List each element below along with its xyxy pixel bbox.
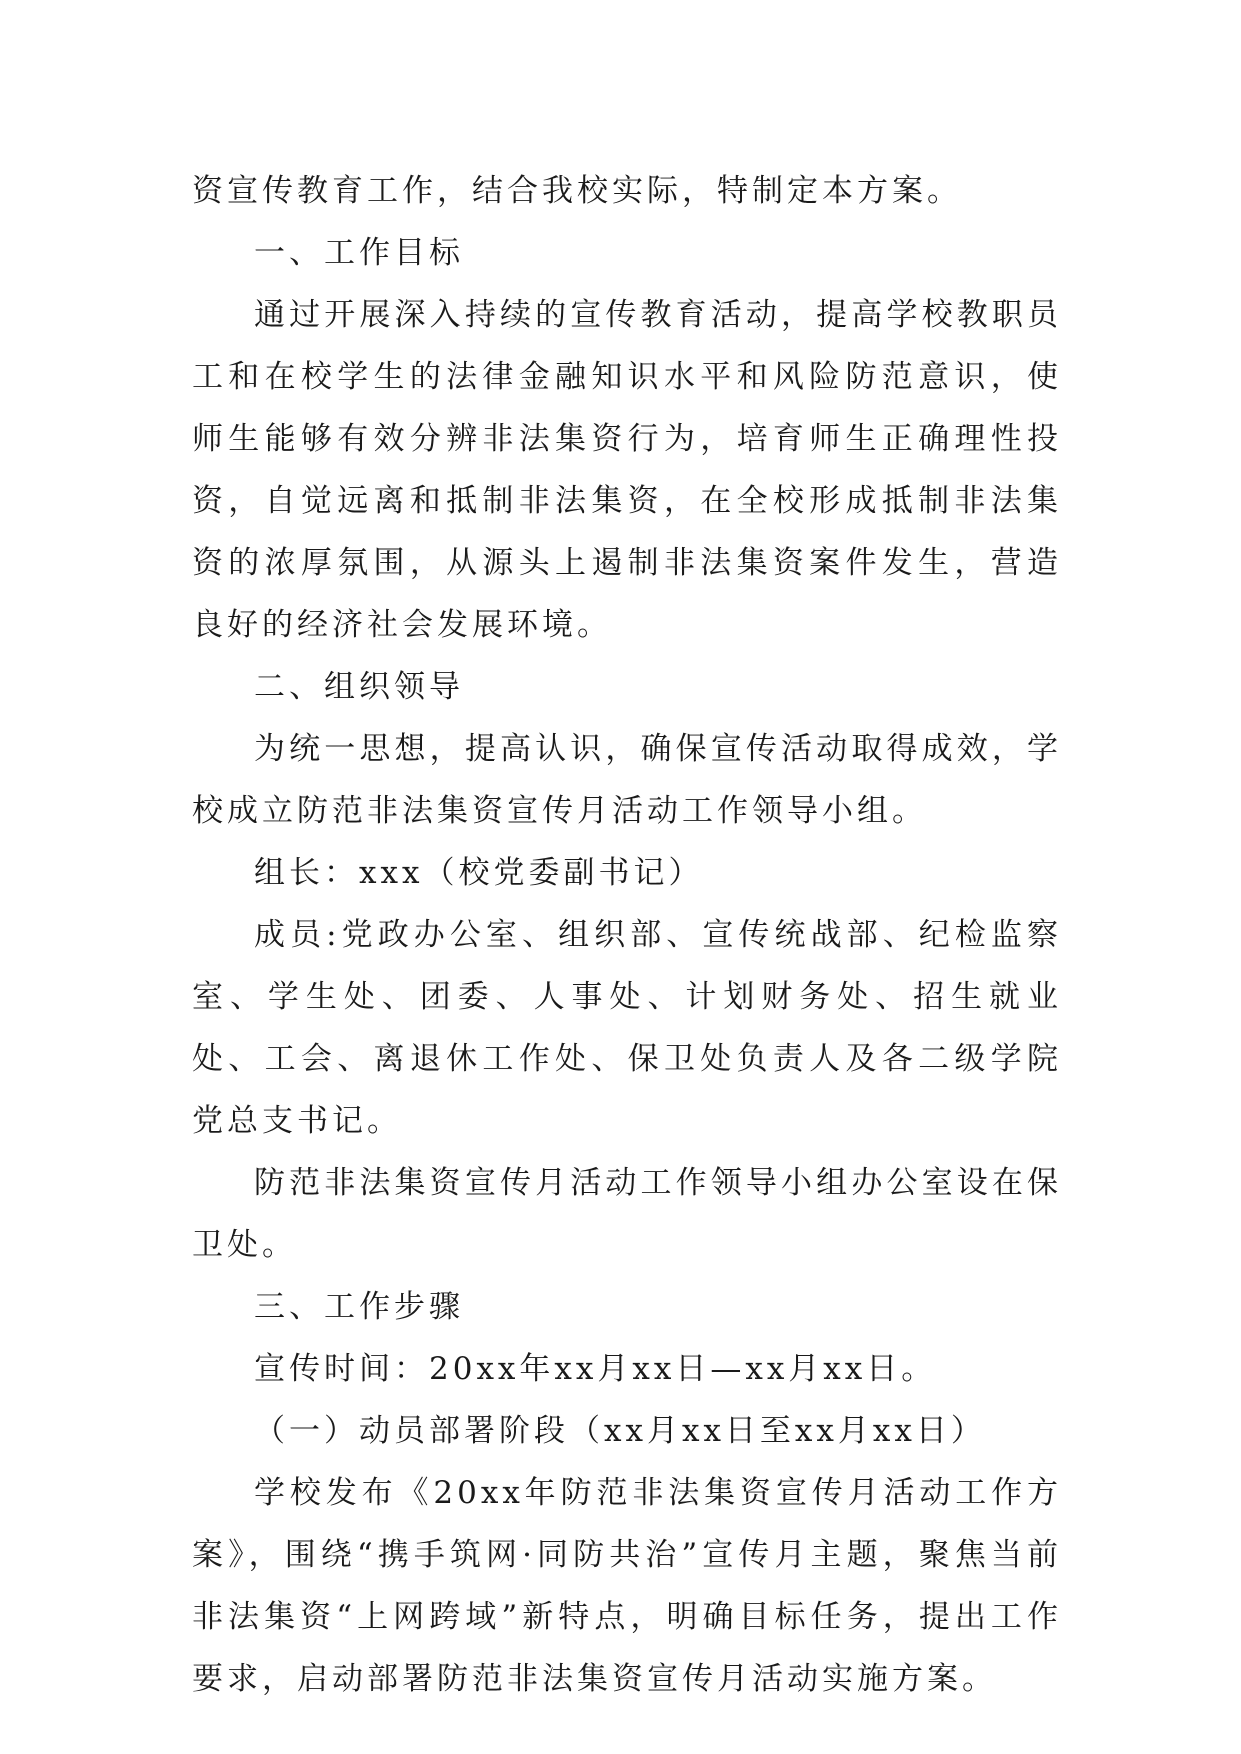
section-heading-work-goals: 一、工作目标: [254, 235, 464, 271]
section-heading-work-steps: 三、工作步骤: [254, 1289, 464, 1325]
paragraph-group-members: 成员:党政办公室、组织部、宣传统战部、纪检监察室、学生处、团委、人事处、计划财务处、招生就业处、工会、离退休工作处、保卫处负责人及各二级学院党总支书记。: [192, 917, 1062, 1139]
section-heading-organization: 二、组织领导: [254, 669, 464, 705]
paragraph-office-location: 防范非法集资宣传月活动工作领导小组办公室设在保卫处。: [192, 1165, 1062, 1263]
paragraph-mobilization: 学校发布《20xx年防范非法集资宣传月活动工作方案》，围绕“携手筑网·同防共治”宣传月主题，聚焦当前非法集资“上网跨域”新特点，明确目标任务，提出工作要求，启动部署防范非法集资宣传月活动实施方案。: [192, 1475, 1062, 1697]
subsection-heading-mobilization: （一）动员部署阶段（xx月xx日至xx月xx日）: [254, 1413, 986, 1449]
document-body: [192, 160, 1062, 1710]
paragraph-campaign-period: 宣传时间：20xx年xx月xx日—xx月xx日。: [254, 1351, 937, 1387]
paragraph-group-leader: 组长：xxx（校党委副书记）: [254, 855, 704, 891]
paragraph-intro-continuation: 资宣传教育工作，结合我校实际，特制定本方案。: [192, 173, 962, 209]
paragraph-work-goals: 通过开展深入持续的宣传教育活动，提高学校教职员工和在校学生的法律金融知识水平和风险防范意识，使师生能够有效分辨非法集资行为，培育师生正确理性投资，自觉远离和抵制非法集资，在全校形成抵制非法集资的浓厚氛围，从源头上遏制非法集资案件发生，营造良好的经济社会发展环境。: [192, 297, 1062, 643]
paragraph-organization: 为统一思想，提高认识，确保宣传活动取得成效，学校成立防范非法集资宣传月活动工作领导小组。: [192, 731, 1062, 829]
